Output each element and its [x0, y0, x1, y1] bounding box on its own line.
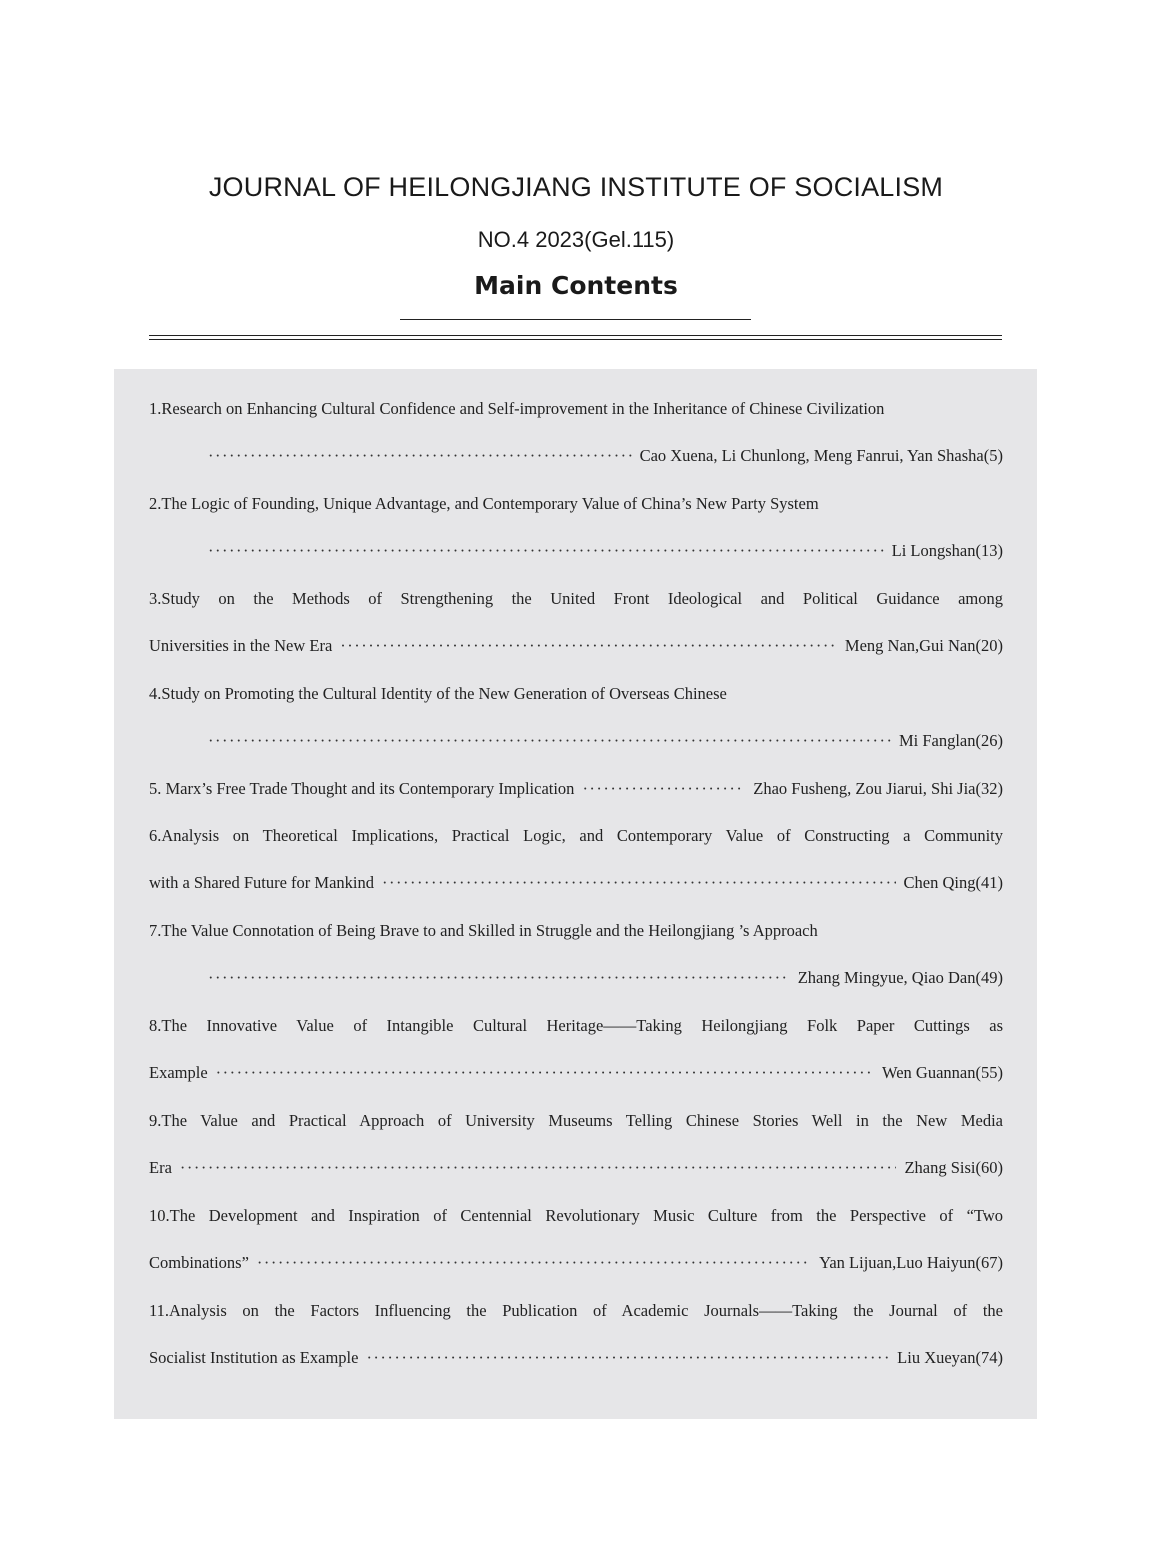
toc-entry-leader — [200, 441, 1003, 471]
toc-entry-title-cont: Example — [149, 1063, 208, 1082]
toc-leader-dots — [208, 963, 790, 993]
issue-number: NO.4 2023(Gel.115) — [477, 227, 675, 252]
toc-entry-leader — [149, 1153, 1003, 1183]
toc-entry-leader — [200, 536, 1003, 566]
toc-entry-authors: Cao Xuena, Li Chunlong, Meng Fanrui, Yan Shasha(5) — [639, 446, 1003, 465]
toc-entry-title: 11.Analysis on the Factors Influencing the Publication of Academic Journals——Taking the Journal of the — [149, 1301, 1003, 1320]
toc-entry-leader — [149, 631, 1003, 661]
toc-leader-dots — [216, 1058, 874, 1088]
toc-entry-title: 6.Analysis on Theoretical Implications, Practical Logic, and Contemporary Value of Constructing a Community — [149, 826, 1003, 845]
toc-leader-dots — [180, 1153, 897, 1183]
toc-leader-dots — [340, 631, 837, 661]
toc-entry-title: 9.The Value and Practical Approach of University Museums Telling Chinese Stories Well in the New Media — [149, 1111, 1003, 1130]
toc-entry-leader — [200, 726, 1003, 756]
toc-entry-authors: Chen Qing(41) — [903, 873, 1003, 892]
toc-entry-title-cont: Era — [149, 1158, 172, 1177]
toc-entry-leader — [149, 774, 1003, 804]
toc-entry-authors: Liu Xueyan(74) — [897, 1348, 1003, 1367]
toc-entry-title-cont: Socialist Institution as Example — [149, 1348, 359, 1367]
toc-entry-title: 10.The Development and Inspiration of Centennial Revolutionary Music Culture from the Perspective of “Two — [149, 1206, 1003, 1225]
toc-leader-dots — [582, 774, 745, 804]
toc-entry-title-cont: Universities in the New Era — [149, 636, 333, 655]
journal-title: JOURNAL OF HEILONGJIANG INSTITUTE OF SOCIALISM — [208, 172, 944, 202]
toc-entry-title: 5. Marx’s Free Trade Thought and its Contemporary Implication — [149, 779, 575, 798]
toc-entry-title: 7.The Value Connotation of Being Brave to and Skilled in Struggle and the Heilongjiang ’s Approach — [149, 921, 818, 940]
toc-entry-title: 1.Research on Enhancing Cultural Confidence and Self-improvement in the Inheritance of Chinese Civilization — [149, 399, 885, 418]
toc-entry-leader — [200, 963, 1003, 993]
toc-leader-dots — [257, 1248, 811, 1278]
toc-entry-title-cont: with a Shared Future for Mankind — [149, 873, 374, 892]
toc-entry-title-cont: Combinations” — [149, 1253, 249, 1272]
toc-entry-authors: Zhang Mingyue, Qiao Dan(49) — [797, 968, 1003, 987]
toc-entry-title: 8.The Innovative Value of Intangible Cultural Heritage——Taking Heilongjiang Folk Paper Cuttings as — [149, 1016, 1003, 1035]
double-divider — [149, 335, 1002, 340]
toc-entry-leader — [149, 1058, 1003, 1088]
toc-leader-dots — [208, 726, 891, 756]
toc-entry-leader — [149, 1248, 1003, 1278]
toc-leader-dots — [208, 441, 632, 471]
heading-underline — [400, 319, 751, 320]
toc-entry-authors: Zhang Sisi(60) — [904, 1158, 1003, 1177]
toc-entry-authors: Yan Lijuan,Luo Haiyun(67) — [819, 1253, 1003, 1272]
toc-entry-authors: Mi Fanglan(26) — [898, 731, 1003, 750]
toc-entry-title: 2.The Logic of Founding, Unique Advantage, and Contemporary Value of China’s New Party System — [149, 494, 819, 513]
toc-entry-authors: Zhao Fusheng, Zou Jiarui, Shi Jia(32) — [753, 779, 1003, 798]
toc-leader-dots — [366, 1343, 889, 1373]
toc-entry-authors: Meng Nan,Gui Nan(20) — [844, 636, 1003, 655]
toc-entry-title: 4.Study on Promoting the Cultural Identity of the New Generation of Overseas Chinese — [149, 684, 727, 703]
toc-entry-leader — [149, 1343, 1003, 1373]
toc-leader-dots — [382, 868, 896, 898]
toc-entry-leader — [149, 868, 1003, 898]
toc-entry-title: 3.Study on the Methods of Strengthening the United Front Ideological and Political Guidance among — [149, 589, 1003, 608]
toc-leader-dots — [208, 536, 884, 566]
toc-entry-authors: Li Longshan(13) — [891, 541, 1003, 560]
contents-heading: Main Contents — [474, 271, 678, 300]
toc-entry-authors: Wen Guannan(55) — [881, 1063, 1003, 1082]
